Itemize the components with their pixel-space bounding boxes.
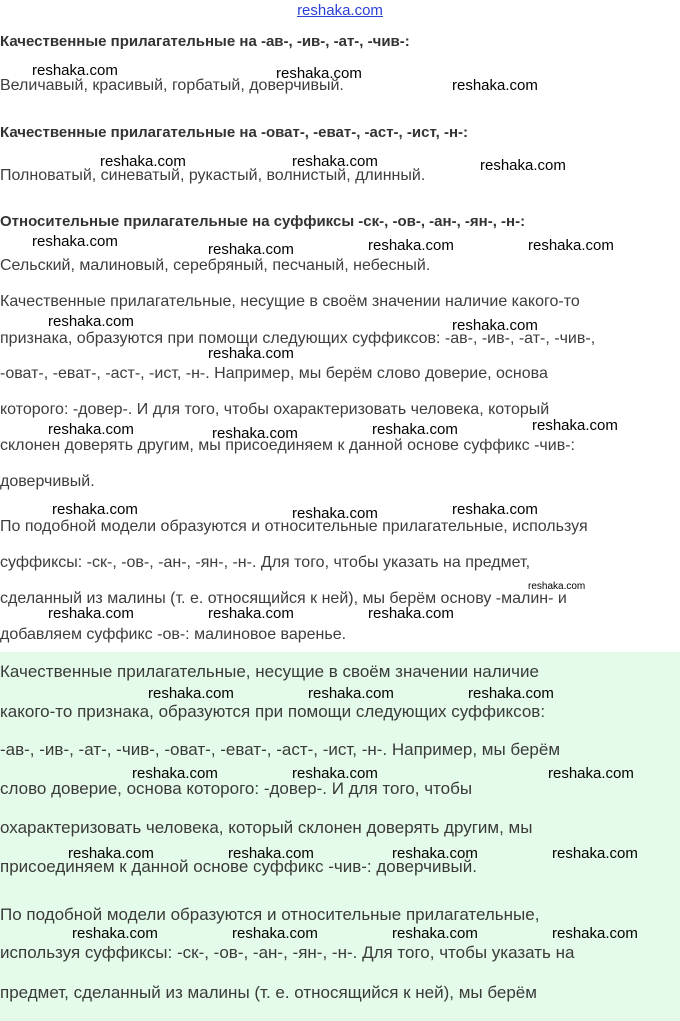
green-paragraph2-line: предмет, сделанный из малины (т. е. относящийся к ней), мы берём: [0, 983, 537, 1002]
paragraph1-line: которого: -довер-. И для того, чтобы охарактеризовать человека, который: [0, 401, 550, 418]
watermark: reshaka.com: [48, 605, 134, 622]
watermark: reshaka.com: [480, 157, 566, 174]
watermark: reshaka.com: [208, 241, 294, 258]
watermark: reshaka.com: [232, 925, 318, 942]
watermark-small: reshaka.com: [528, 581, 586, 592]
green-paragraph1-line: Качественные прилагательные, несущие в своём значении наличие: [0, 662, 539, 681]
green-paragraph1-line: слово доверие, основа которого: -довер-. И для того, чтобы: [0, 779, 473, 798]
watermark: reshaka.com: [132, 765, 218, 782]
site-header-link[interactable]: reshaka.com: [297, 2, 383, 19]
green-paragraph2-line: используя суффиксы: -ск-, -ов-, -ан-, -ян-, -н-. Для того, чтобы указать на: [0, 943, 575, 962]
green-paragraph1-line: -ав-, -ив-, -ат-, -чив-, -оват-, -еват-, -аст-, -ист, -н-. Например, мы берём: [0, 740, 561, 759]
watermark: reshaka.com: [148, 685, 234, 702]
green-paragraph2-line: По подобной модели образуются и относительные прилагательные,: [0, 905, 540, 924]
watermark: reshaka.com: [372, 421, 458, 438]
paragraph1-line: склонен доверять другим, мы присоединяем к данной основе суффикс -чив-:: [0, 437, 575, 454]
watermark: reshaka.com: [308, 685, 394, 702]
watermark: reshaka.com: [292, 505, 378, 522]
watermark: reshaka.com: [48, 421, 134, 438]
watermark: reshaka.com: [52, 501, 138, 518]
watermark: reshaka.com: [552, 845, 638, 862]
green-paragraph1-line: какого-то признака, образуются при помощи следующих суффиксов:: [0, 702, 546, 721]
watermark: reshaka.com: [452, 77, 538, 94]
green-paragraph1-line: охарактеризовать человека, который склонен доверять другим, мы: [0, 818, 533, 837]
watermark: reshaka.com: [100, 153, 186, 170]
watermark: reshaka.com: [72, 925, 158, 942]
watermark: reshaka.com: [452, 501, 538, 518]
paragraph2-line: сделанный из малины (т. е. относящийся к ней), мы берём основу -малин- и: [0, 590, 567, 607]
watermark: reshaka.com: [392, 845, 478, 862]
watermark: reshaka.com: [276, 65, 362, 82]
watermark: reshaka.com: [208, 345, 294, 362]
heading-qualitative-ovat: Качественные прилагательные на -оват-, -еват-, -аст-, -ист, -н-:: [0, 124, 469, 141]
watermark: reshaka.com: [32, 62, 118, 79]
paragraph2-line: суффиксы: -ск-, -ов-, -ан-, -ян-, -н-. Для того, чтобы указать на предмет,: [0, 554, 531, 571]
watermark: reshaka.com: [468, 685, 554, 702]
watermark: reshaka.com: [292, 765, 378, 782]
paragraph2-line: По подобной модели образуются и относительные прилагательные, используя: [0, 518, 588, 535]
watermark: reshaka.com: [48, 313, 134, 330]
watermark: reshaka.com: [528, 237, 614, 254]
example-line-3: Сельский, малиновый, серебряный, песчаный, небесный.: [0, 257, 431, 274]
paragraph2-line: добавляем суффикс -ов-: малиновое варенье.: [0, 626, 347, 643]
paragraph1-line: доверчивый.: [0, 473, 95, 490]
watermark: reshaka.com: [292, 153, 378, 170]
paragraph1-line: Качественные прилагательные, несущие в своём значении наличие какого-то: [0, 293, 580, 310]
watermark: reshaka.com: [548, 765, 634, 782]
example-line-2: Полноватый, синеватый, рукастый, волнистый, длинный.: [0, 167, 426, 184]
paragraph1-line: -оват-, -еват-, -аст-, -ист, -н-. Например, мы берём слово доверие, основа: [0, 365, 548, 382]
watermark: reshaka.com: [32, 233, 118, 250]
watermark: reshaka.com: [368, 237, 454, 254]
green-paragraph1-line: присоединяем к данной основе суффикс -чив-: доверчивый.: [0, 857, 477, 876]
watermark: reshaka.com: [368, 605, 454, 622]
watermark: reshaka.com: [532, 417, 618, 434]
paragraph1-line: признака, образуются при помощи следующих суффиксов: -ав-, -ив-, -ат-, -чив-,: [0, 330, 596, 347]
watermark: reshaka.com: [392, 925, 478, 942]
heading-qualitative-av-iv: Качественные прилагательные на -ав-, -ив-, -ат-, -чив-:: [0, 33, 410, 50]
example-line-1: Величавый, красивый, горбатый, доверчивый.: [0, 77, 344, 94]
heading-relative-sk-ov: Относительные прилагательные на суффиксы -ск-, -ов-, -ан-, -ян-, -н-:: [0, 213, 526, 230]
watermark: reshaka.com: [212, 425, 298, 442]
watermark: reshaka.com: [552, 925, 638, 942]
watermark: reshaka.com: [68, 845, 154, 862]
watermark: reshaka.com: [228, 845, 314, 862]
watermark: reshaka.com: [208, 605, 294, 622]
watermark: reshaka.com: [452, 317, 538, 334]
